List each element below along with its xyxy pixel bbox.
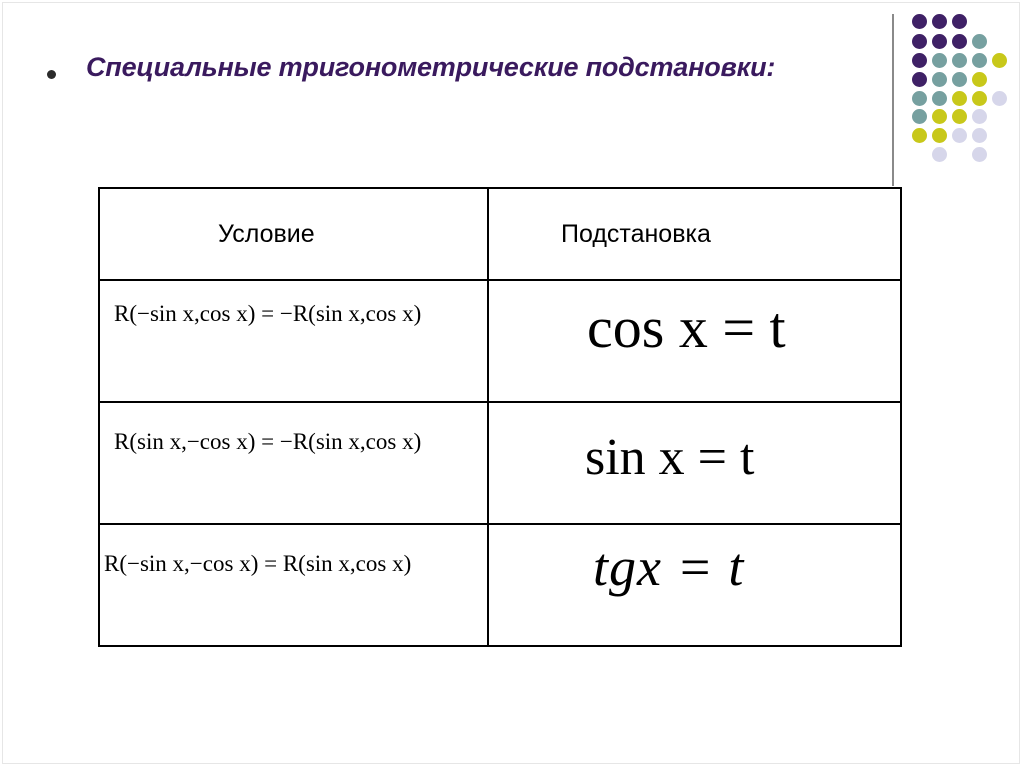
table-header-row — [99, 188, 901, 280]
substitution-formula: tgx = t — [593, 537, 745, 597]
decorative-dot — [932, 34, 947, 49]
table-row — [99, 524, 901, 646]
decorative-dot — [972, 91, 987, 106]
header-cell-substitution — [488, 188, 901, 280]
substitution-cell — [488, 402, 901, 524]
decorative-dot — [952, 34, 967, 49]
decorative-dot — [932, 109, 947, 124]
condition-cell — [99, 524, 488, 646]
header-cell-condition — [99, 188, 488, 280]
condition-cell — [99, 402, 488, 524]
substitution-table — [98, 187, 902, 647]
decorative-dot — [912, 72, 927, 87]
table-row — [99, 402, 901, 524]
decorative-dot — [952, 14, 967, 29]
decorative-dot — [912, 128, 927, 143]
decorative-dot — [952, 53, 967, 68]
slide-title: Специальные тригонометрические подстановки: — [86, 52, 776, 82]
substitution-formula: cos x = t — [587, 294, 786, 360]
decorative-dot — [932, 72, 947, 87]
condition-formula: R(sin x,−cos x) = −R(sin x,cos x) — [114, 429, 422, 454]
decorative-dot — [932, 91, 947, 106]
decorative-dot — [932, 128, 947, 143]
decorative-divider — [892, 14, 894, 186]
decorative-dot — [952, 109, 967, 124]
decorative-dot — [972, 34, 987, 49]
decorative-dot — [992, 91, 1007, 106]
substitution-cell — [488, 524, 901, 646]
decorative-dot — [972, 128, 987, 143]
decorative-dot — [972, 53, 987, 68]
decorative-dot — [972, 147, 987, 162]
header-substitution: Подстановка — [561, 219, 711, 248]
table-row — [99, 280, 901, 402]
decorative-dot — [952, 72, 967, 87]
decorative-dot — [912, 109, 927, 124]
decorative-dot — [972, 109, 987, 124]
decorative-dot — [992, 53, 1007, 68]
decorative-dot — [912, 14, 927, 29]
decorative-dot — [952, 91, 967, 106]
decorative-dot — [932, 147, 947, 162]
header-condition: Условие — [218, 219, 315, 248]
condition-formula: R(−sin x,−cos x) = R(sin x,cos x) — [104, 551, 412, 576]
decorative-dot — [952, 128, 967, 143]
substitution-cell — [488, 280, 901, 402]
substitution-formula: sin x = t — [585, 428, 755, 486]
decorative-dot — [932, 14, 947, 29]
decorative-dot — [912, 53, 927, 68]
decorative-dot — [912, 91, 927, 106]
decorative-dot — [932, 53, 947, 68]
decorative-dot — [912, 34, 927, 49]
condition-formula: R(−sin x,cos x) = −R(sin x,cos x) — [114, 301, 422, 326]
decorative-dot — [972, 72, 987, 87]
condition-cell — [99, 280, 488, 402]
bullet-icon — [47, 70, 56, 79]
